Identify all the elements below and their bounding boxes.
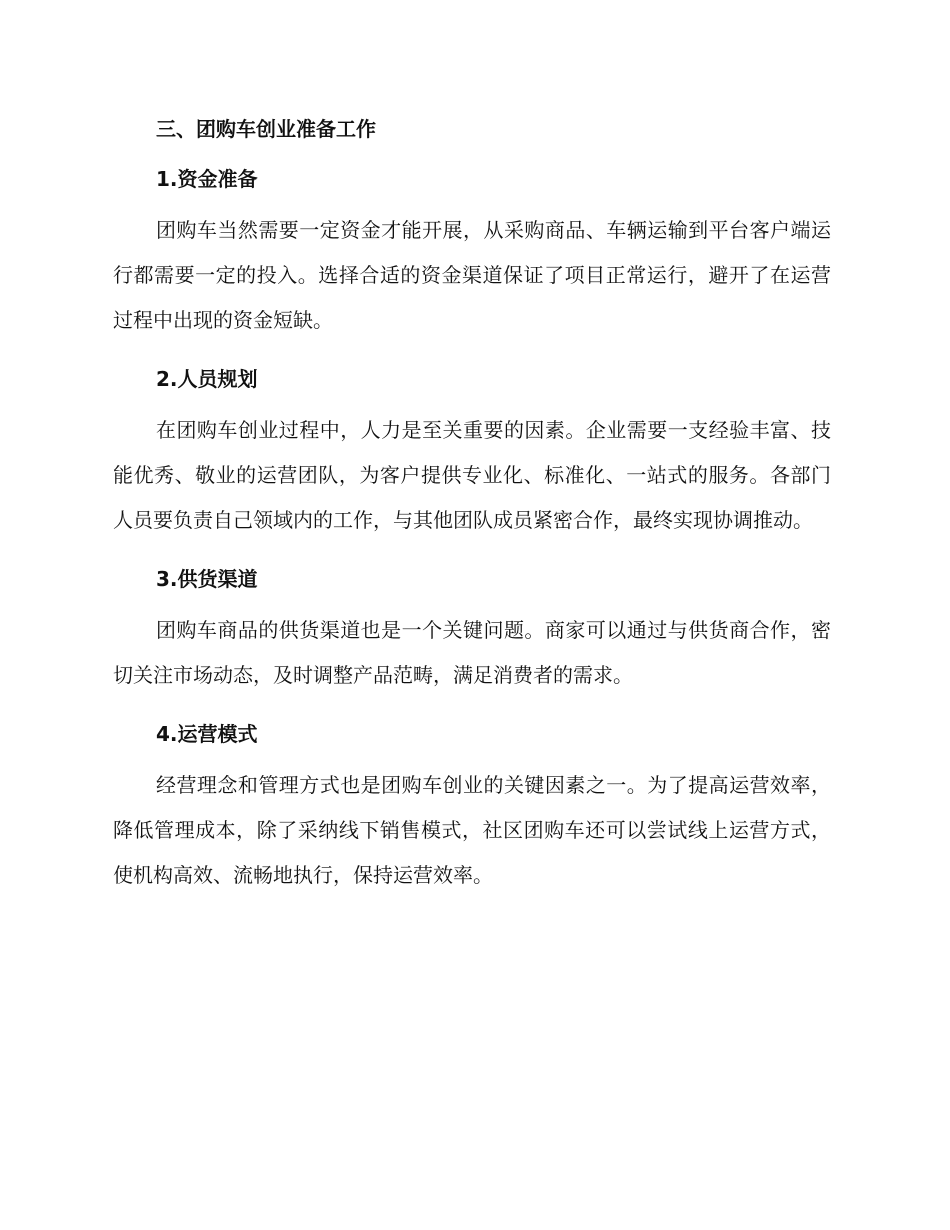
section-title: 三、团购车创业准备工作 [156, 117, 376, 141]
subsection-body-staffing: 在团购车创业过程中，人力是至关重要的因素。企业需要一支经验丰富、技能优秀、敬业的运营团队，为客户提供专业化、标准化、一站式的服务。各部门人员要负责自己领域内的工作，与其他团队成员紧密合作，最终实现协调推动。 [113, 418, 831, 532]
subsection-body-supply: 团购车商品的供货渠道也是一个关键问题。商家可以通过与供货商合作，密切关注市场动态，及时调整产品范畴，满足消费者的需求。 [113, 618, 831, 687]
subsection-heading-staffing: 2.人员规划 [156, 367, 258, 391]
subsection-body-funding: 团购车当然需要一定资金才能开展，从采购商品、车辆运输到平台客户端运行都需要一定的投入。选择合适的资金渠道保证了项目正常运行，避开了在运营过程中出现的资金短缺。 [113, 218, 831, 332]
document-body [113, 108, 831, 898]
subsection-heading-operations: 4.运营模式 [156, 722, 258, 746]
subsection-heading-funding: 1.资金准备 [156, 167, 258, 191]
subsection-body-operations: 经营理念和管理方式也是团购车创业的关键因素之一。为了提高运营效率，降低管理成本，除了采纳线下销售模式，社区团购车还可以尝试线上运营方式，使机构高效、流畅地执行，保持运营效率。 [113, 773, 831, 887]
subsection-heading-supply: 3.供货渠道 [156, 567, 258, 591]
